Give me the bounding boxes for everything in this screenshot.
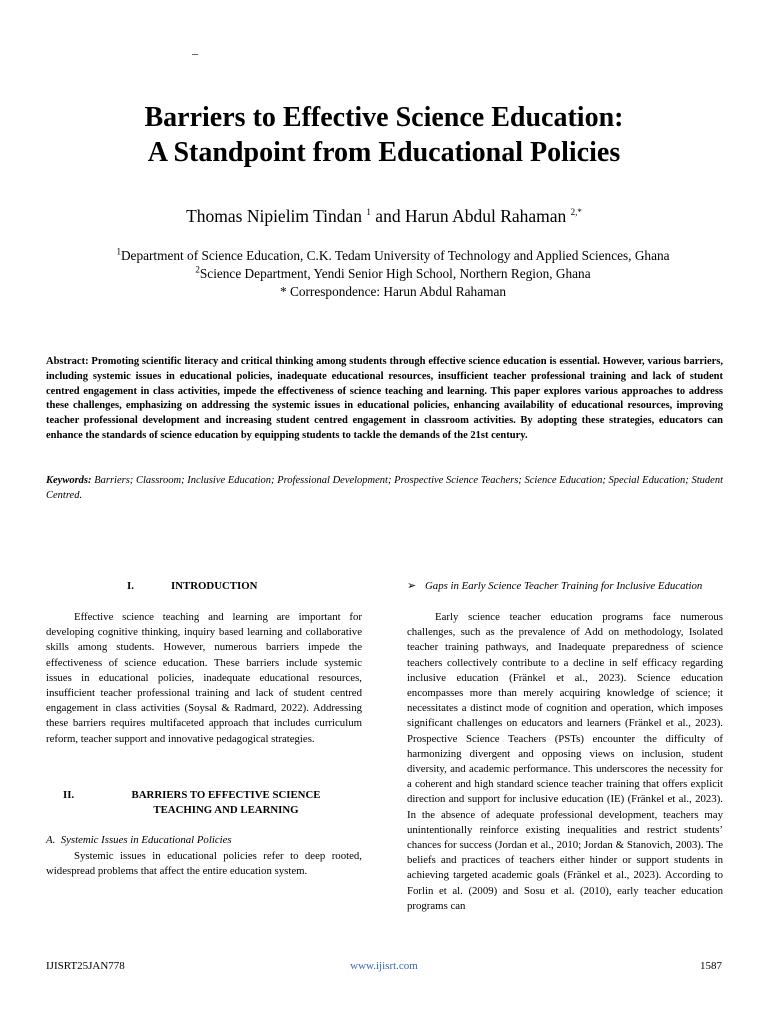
paper-title [0, 100, 768, 170]
footer-paper-code: IJISRT25JAN778 [46, 960, 125, 972]
footer-website-link[interactable]: www.ijisrt.com [350, 960, 418, 972]
intro-paragraph: Effective science teaching and learning are important for developing cognitive thinking, inquiry based learning and collaborative skills among students. However, numerous barriers impede the effectiveness of science education. These barriers include systemic issues in educational policies, inadequate educational resources, insufficient teacher professional training and lack of student centred engagement in class activities (Soysal & Radmard, 2022). Addressing these barriers requires multifaceted approach that includes curriculum reform, teacher support and innovative pedagogical strategies. [46, 611, 362, 745]
affiliation-2-mark: 2 [195, 264, 200, 275]
section-1-number: I. [127, 580, 134, 592]
author-1: Thomas Nipielim Tindan [186, 206, 367, 226]
affiliation-1 [0, 247, 768, 265]
affiliation-1-text: Department of Science Education, C.K. Tedam University of Technology and Applied Sciences, Ghana [120, 248, 670, 263]
bullet-icon: ➢ [407, 580, 417, 592]
correspondence: * Correspondence: Harun Abdul Rahaman [280, 284, 506, 299]
title-line-1: Barriers to Effective Science Education: [144, 102, 624, 133]
keywords-label: Keywords: [46, 475, 92, 486]
right-subheading-text: Gaps in Early Science Teacher Training for Inclusive Education [425, 580, 703, 592]
right-subheading [407, 579, 723, 594]
author-2-affil: 2,* [570, 207, 582, 218]
affiliation-2 [0, 265, 768, 283]
section-2-title-line-1: BARRIERS TO EFFECTIVE SCIENCE [131, 789, 321, 801]
subsection-a-heading [46, 833, 362, 848]
subsection-a-paragraph: Systemic issues in educational policies refer to deep rooted, widespread problems that affect the entire education system. [46, 850, 362, 878]
header-dash: – [192, 46, 198, 60]
author-2: and Harun Abdul Rahaman [370, 206, 571, 226]
section-1-title: INTRODUCTION [171, 580, 258, 592]
section-2-title [106, 788, 346, 818]
author-1-affil: 1 [366, 207, 371, 218]
right-paragraph: Early science teacher education programs face numerous challenges, such as the prevalence of Add on methodology, Isolated teacher training pathways, and Inadequate preparedness of science teachers collectively contribute to a decline in self efficacy regarding inclusive education (Fränkel et al., 2023). Science education encompasses more than merely acquiring knowledge of science; it necessitates a distinct mode of cognition and operation, which imposes significant challenges on educators and learners (Fränkel et al., 2023). Prospective Science Teachers (PSTs) encounter the difficulty of harmonizing divergent and opposing views on inclusion, student diversity, and academic performance. This underscores the necessity for a coherent and high standard science teacher training that offers explicit direction and support for inclusive education (IE) (Fränkel et al., 2023). In the absence of adequate professional development, teachers may unintentionally reinforce existing inequalities and restrict students’ chances for success (Jordan et al., 2010; Jordan & Stanovich, 2003). The beliefs and practices of teachers either hinder or support students in achieving targeted academic goals (Fränkel et al., 2023). According to Forlin et al. (2009) and Sosu et al. (2010), early teacher education programs can [407, 611, 723, 912]
abstract: Abstract: Promoting scientific literacy and critical thinking among students through effective science education is essential. However, various barriers, including systemic issues in educational policies, inadequate educational resources, insufficient teacher professional training and lack of student centred engagement in class activities, impede the effectiveness of science teaching and learning. This paper explores various approaches to address these challenges, emphasizing on addressing the systemic issues in educational policies, enhancing availability of educational resources, improving teacher professional development and increasing student centred engagement in classroom activities. By adopting these strategies, educators can enhance the standards of science education by equipping students to tackle the demands of the 21st century. [46, 356, 723, 441]
affiliation-2-text: Science Department, Yendi Senior High School, Northern Region, Ghana [199, 266, 591, 281]
keywords-list: Barriers; Classroom; Inclusive Education; Professional Development; Prospective Science Teachers; Science Education; Special Education; Student Centred. [46, 475, 723, 501]
subsection-a-label: A. [46, 834, 56, 846]
title-line-2: A Standpoint from Educational Policies [147, 137, 621, 168]
footer-page-number: 1587 [700, 960, 722, 972]
keywords [46, 474, 723, 504]
affiliations [0, 247, 768, 301]
section-2-title-line-2: TEACHING AND LEARNING [153, 804, 299, 817]
section-2-number: II. [63, 789, 75, 801]
affiliation-1-mark: 1 [116, 246, 121, 257]
author-list [0, 206, 768, 227]
subsection-a-title: Systemic Issues in Educational Policies [60, 834, 232, 846]
